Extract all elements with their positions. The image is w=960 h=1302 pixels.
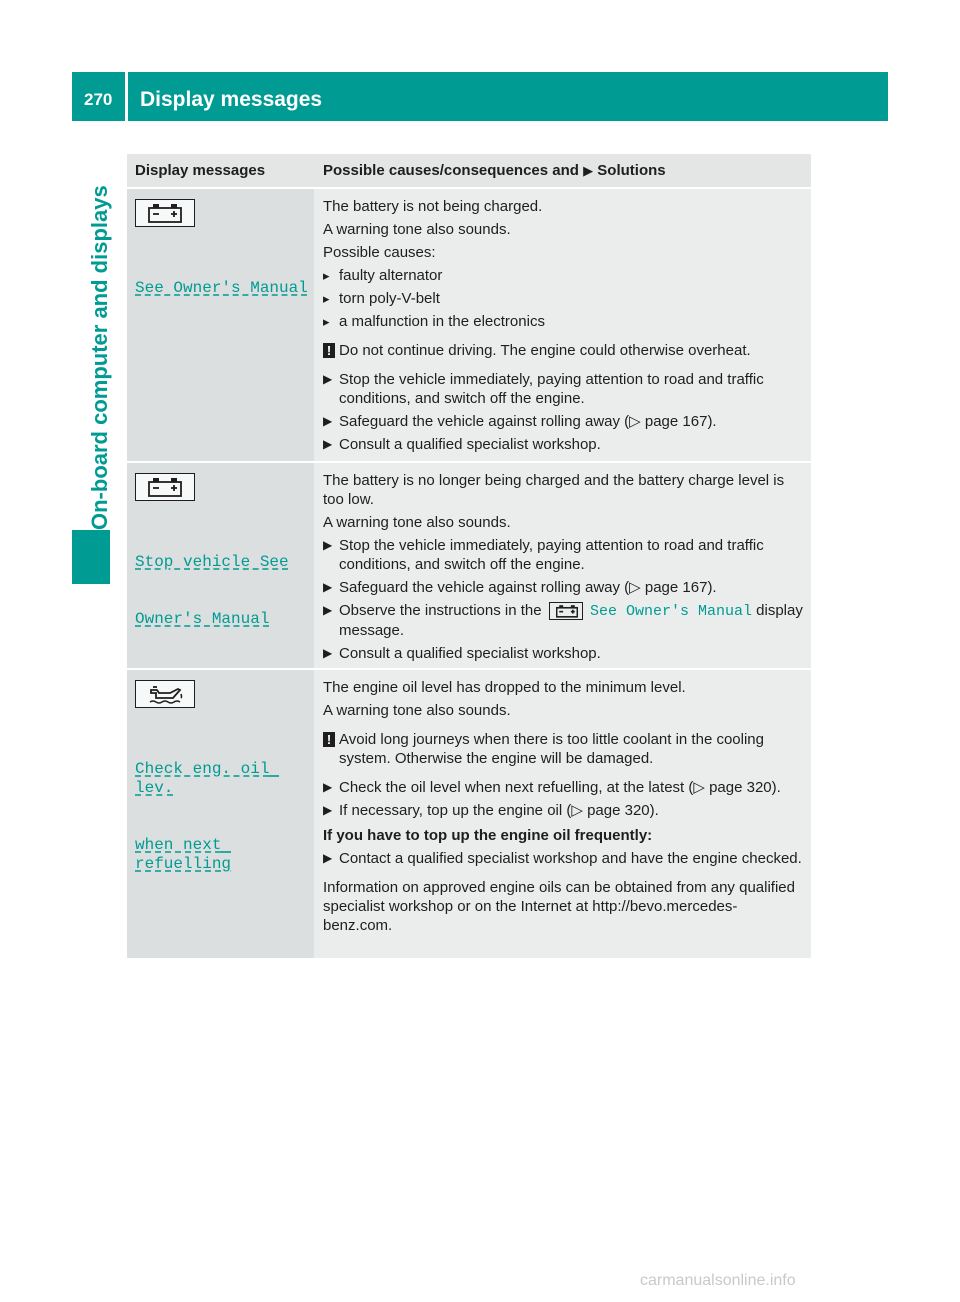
battery-icon xyxy=(135,473,195,501)
instruction-step: ▶ Stop the vehicle immediately, paying attention to road and traffic conditions, and switch off the engine. xyxy=(323,370,805,408)
instruction-step: ▶ Contact a qualified specialist workshop and have the engine checked. xyxy=(323,849,805,868)
table-row xyxy=(127,463,811,670)
column-header-solutions xyxy=(314,154,811,187)
instruction-step: ▶ Stop the vehicle immediately, paying attention to road and traffic conditions, and switch off the engine. xyxy=(323,536,805,574)
table-row xyxy=(127,670,811,960)
battery-icon xyxy=(135,199,195,227)
display-message-text: Check eng. oil lev. when next refuelling xyxy=(135,760,280,873)
display-message-text: Stop vehicle See Owner's Manual xyxy=(135,553,289,628)
solution-cell: The engine oil level has dropped to the minimum level. A warning tone also sounds. ! Avoid long journeys when there is too little coolant in the cooling system. Otherwise the engine will be damaged. ▶ Check the oil level when next refuelling, at the latest (▷ page 320). ▶ If necessary, top up the engine oil (▷ page 320). If you have to top up the engine oil frequently: ▶ Contact a qualified specialist workshop and have the engine checked. Information on approved engine oils can be obtained from any qualified specialist workshop or on the Internet at http://bevo.mercedes-benz.com. xyxy=(314,670,811,958)
instruction-step: ▶ Safeguard the vehicle against rolling away (▷ page 167). xyxy=(323,578,805,597)
instruction-step: ▶ Consult a qualified specialist workshop. xyxy=(323,644,805,663)
page-header xyxy=(72,72,888,121)
section-heading: If you have to top up the engine oil frequently: xyxy=(323,827,653,844)
instruction-step: ▶ Observe the instructions in the See Owner's Manual display message. xyxy=(323,601,805,640)
exclamation-icon: ! xyxy=(323,732,335,747)
watermark: carmanualsonline.info xyxy=(640,1272,796,1289)
chapter-side-label: On-board computer and displays xyxy=(87,185,112,530)
warning-note: ! Avoid long journeys when there is too little coolant in the cooling system. Otherwise the engine will be damaged. xyxy=(323,730,805,768)
column-header-solutions-label: Solutions xyxy=(597,162,666,179)
list-item: ▸ a malfunction in the electronics xyxy=(323,312,805,331)
message-cell xyxy=(127,189,314,461)
table-header xyxy=(127,154,811,189)
column-header-causes: Possible causes/consequences and xyxy=(323,162,579,179)
display-messages-table xyxy=(127,154,811,960)
solution-cell: The battery is no longer being charged and the battery charge level is too low. A warning tone also sounds. ▶ Stop the vehicle immediately, paying attention to road and traffic conditions, and switch off the engine. ▶ Safeguard the vehicle against rolling away (▷ page 167). ▶ Observe the instructions in the See Owner's Manual display message. ▶ Consult a qualified specialist workshop. xyxy=(314,463,811,668)
table-row xyxy=(127,189,811,463)
instruction-step: ▶ Check the oil level when next refuelling, at the latest (▷ page 320). xyxy=(323,778,805,797)
instruction-step: ▶ Safeguard the vehicle against rolling away (▷ page 167). xyxy=(323,412,805,431)
battery-icon xyxy=(549,602,583,620)
instruction-step: ▶ Consult a qualified specialist workshop. xyxy=(323,435,805,454)
message-cell xyxy=(127,463,314,668)
warning-note: ! Do not continue driving. The engine could otherwise overheat. xyxy=(323,341,805,360)
display-message-text: See Owner's Manual xyxy=(135,279,308,297)
instruction-step: ▶ If necessary, top up the engine oil (▷ page 320). xyxy=(323,801,805,820)
step-arrow-icon: ▶ xyxy=(583,163,594,178)
column-header-messages: Display messages xyxy=(135,162,266,179)
chapter-tab-marker xyxy=(72,530,110,584)
page-title: Display messages xyxy=(140,88,323,111)
list-item: ▸ faulty alternator xyxy=(323,266,805,285)
message-cell xyxy=(127,670,314,958)
solution-cell: The battery is not being charged. A warning tone also sounds. Possible causes: ▸ faulty alternator ▸ torn poly-V-belt ▸ a malfunction in the electronics ! Do not continue driving. The engine could otherwise overheat. ▶ Stop the vehicle immediately, paying attention to road and traffic conditions, and switch off the engine. ▶ Safeguard the vehicle against rolling away (▷ page 167). ▶ Consult a qualified specialist workshop. xyxy=(314,189,811,461)
list-item: ▸ torn poly-V-belt xyxy=(323,289,805,308)
header-divider xyxy=(125,72,128,121)
exclamation-icon: ! xyxy=(323,343,335,358)
oil-can-icon xyxy=(135,680,195,708)
page-number: 270 xyxy=(84,90,113,109)
